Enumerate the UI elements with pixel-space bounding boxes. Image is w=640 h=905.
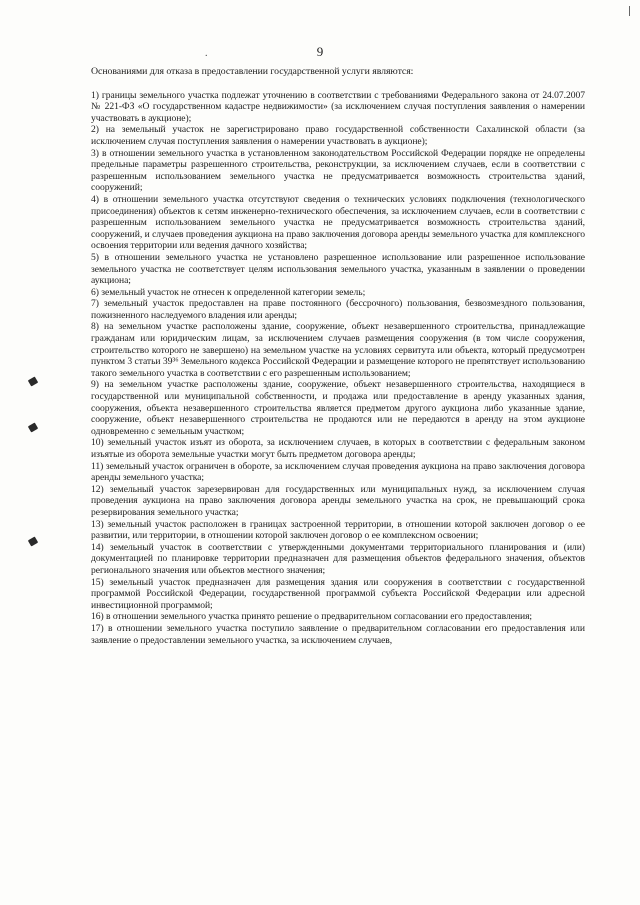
scan-dot: . — [205, 48, 208, 59]
punch-hole-mark — [28, 376, 38, 386]
list-item: 4) в отношении земельного участка отсутствуют сведения о технических условиях подключения (технологического присоединения) объектов к сетям инженерно-технического обеспечения, за исключением случаев, если в соответствии с разрешенным использованием земельного участка не предусматривается возможность строительства зданий, сооружений, и случаев проведения аукциона на право заключения договора аренды земельного участка для комплексного освоения территории или ведения дачного хозяйства; — [91, 193, 585, 252]
list-item: 17) в отношении земельного участка поступило заявление о предварительном согласовании его предоставления или заявление о предоставлении земельного участка, за исключением случаев, — [91, 622, 585, 646]
section-heading: Основаниями для отказа в предоставлении государственной услуги являются: — [91, 66, 414, 77]
list-item: 13) земельный участок расположен в границах застроенной территории, в отношении которой заключен договор о ее развитии, или территории, в отношении которой заключен договор о ее комплексном освоении; — [91, 518, 585, 542]
list-item: 6) земельный участок не отнесен к определенной категории земель; — [91, 286, 366, 298]
document-body — [91, 66, 585, 646]
list-item: 9) на земельном участке расположены здание, сооружение, объект незавершенного строительства, находящиеся в государственной или муниципальной собственности, и продажа или предоставление в аренду указанных здания, сооружения, объекта незавершенного строительства является предметом другого аукциона либо указанные здание, сооружение, объект незавершенного строительства не продаются или не передаются в аренду на этом аукционе одновременно с земельным участком; — [91, 379, 585, 437]
list-item: 7) земельный участок предоставлен на праве постоянного (бессрочного) пользования, безвозмездного пользования, пожизненного наследуемого владения или аренды; — [91, 298, 585, 321]
list-item: 16) в отношении земельного участка принято решение о предварительном согласовании его предоставления; — [91, 611, 533, 623]
scan-edge-mark — [629, 6, 630, 16]
list-item: 14) земельный участок в соответствии с утвержденными документами территориального планирования и (или) документацией по планировке территории предназначен для размещения объектов федерального значения, объектов регионального значения или объектов местного значения; — [91, 541, 585, 576]
list-item: 15) земельный участок предназначен для размещения здания или сооружения в соответствии с государственной программой Российской Федерации, государственной программой субъекта Российской Федерации или адресной инвестиционной программой; — [91, 576, 585, 611]
list-item: 12) земельный участок зарезервирован для государственных или муниципальных нужд, за исключением случая проведения аукциона на право заключения договора аренды земельного участка на срок, не превышающий срока резервирования земельного участка; — [91, 483, 585, 518]
list-item: 2) на земельный участок не зарегистрировано право государственной собственности Сахалинской области (за исключением случая поступления заявления о намерении участвовать в аукционе); — [91, 124, 585, 147]
list-item: 8) на земельном участке расположены здание, сооружение, объект незавершенного строительства, принадлежащие гражданам или юридическим лицам, за исключением случаев размещения сооружения (в том числе сооружения, строительство которого не завершено) на земельном участке на условиях сервитута или объекта, который предусмотрен пунктом 3 статьи 39³⁶ Земельного кодекса Российской Федерации и размещение которого не препятствует использованию такого земельного участка в соответствии с его разрешенным использованием; — [91, 321, 585, 379]
list-item: 11) земельный участок ограничен в обороте, за исключением случая проведения аукциона на право заключения договора аренды земельного участка; — [91, 460, 585, 484]
list-item: 10) земельный участок изъят из оборота, за исключением случаев, в которых в соответствии с федеральным законом изъятые из оборота земельные участки могут быть предметом договора аренды; — [91, 437, 585, 460]
punch-hole-mark — [28, 422, 38, 432]
list-item: 1) границы земельного участка подлежат уточнению в соответствии с требованиями Федерального закона от 24.07.2007 № 221-ФЗ «О государственном кадастре недвижимости» (за исключением случая поступления заявления о намерении участвовать в аукционе); — [91, 89, 585, 124]
list-item: 3) в отношении земельного участка в установленном законодательством Российской Федерации порядке не определены предельные параметры разрешенного строительства, реконструкции, за исключением случаев, если в соответствии с разрешенным использованием земельного участка не предусматривается возможность строительства зданий, сооружений; — [91, 147, 585, 194]
page-number: 9 — [316, 44, 324, 59]
list-item: 5) в отношении земельного участка не установлено разрешенное использование или разрешенное использование земельного участка не соответствует целям использования земельного участка, указанным в заявлении о проведении аукциона; — [91, 251, 585, 287]
punch-hole-mark — [28, 536, 38, 546]
